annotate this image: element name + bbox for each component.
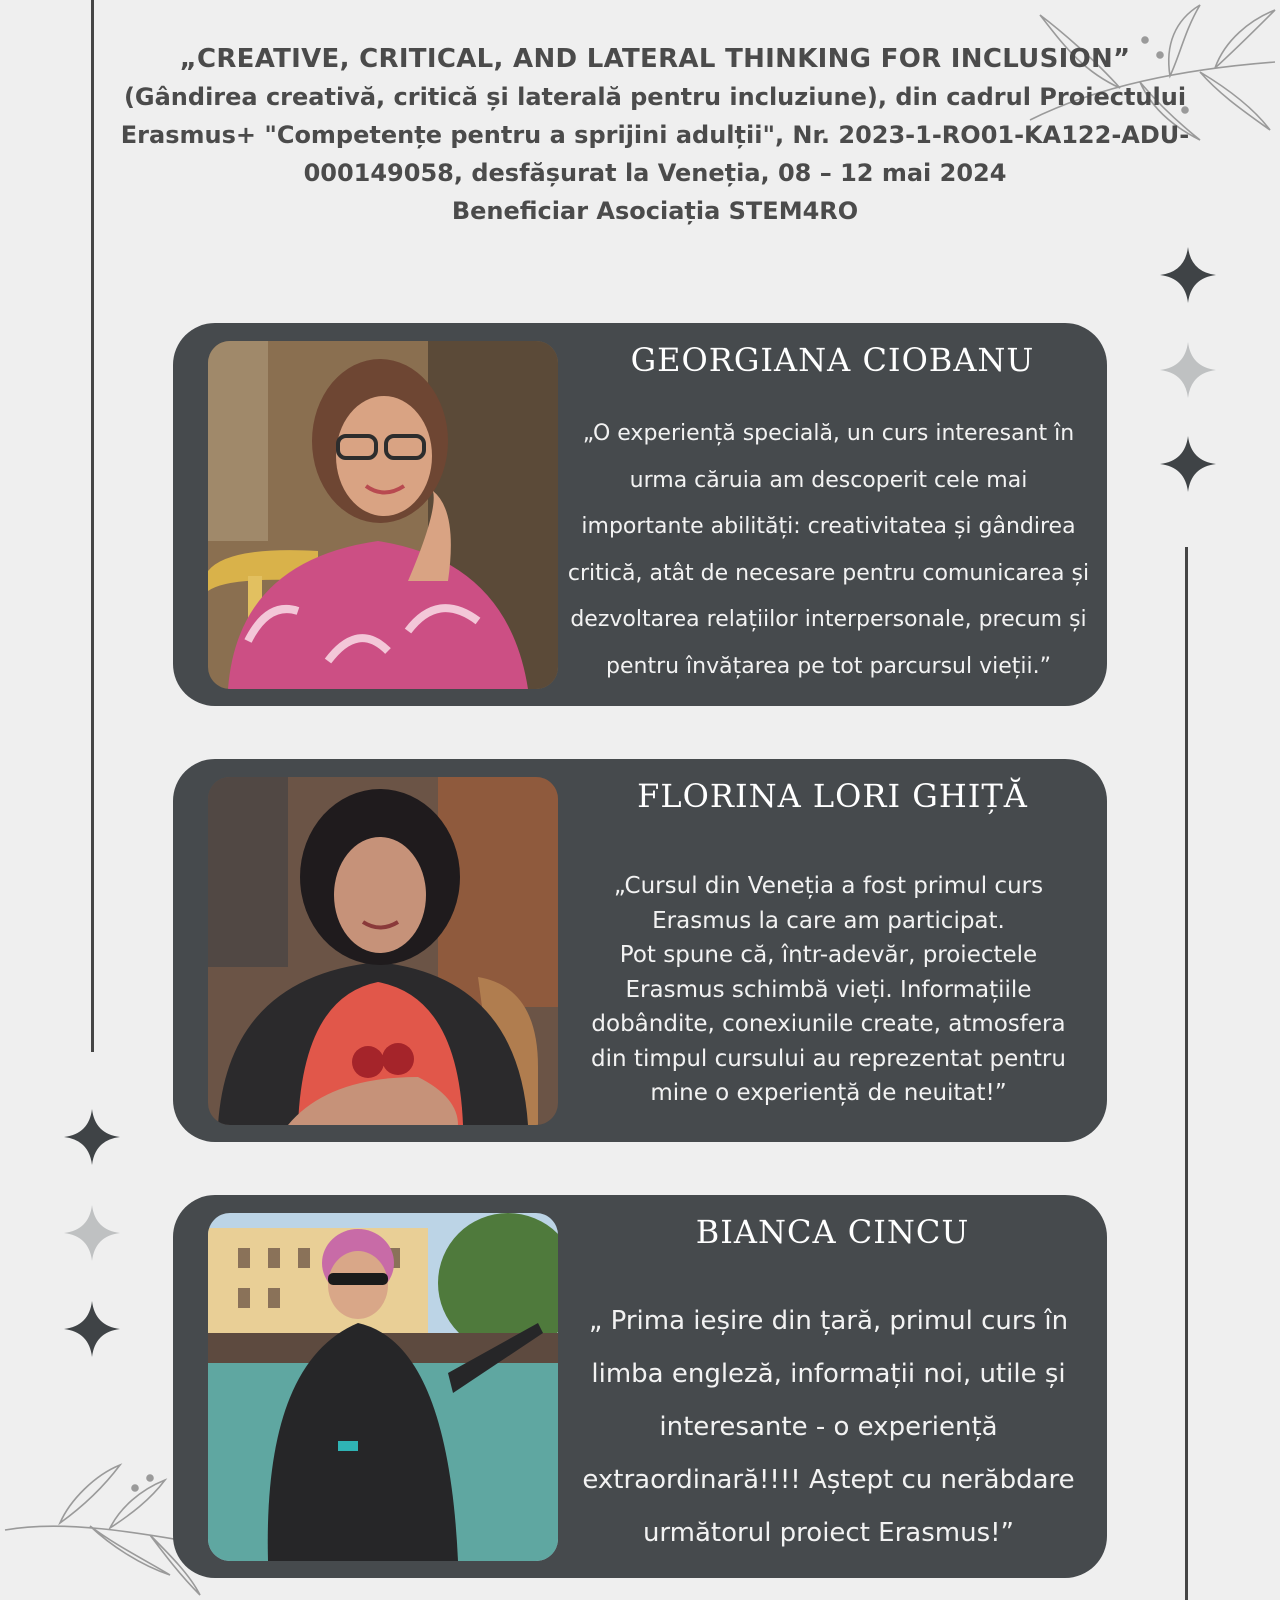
sparkle-icon (64, 1301, 120, 1357)
testimonial-card (173, 759, 1107, 1142)
quote-line: „Cursul din Veneția a fost primul curs (613, 873, 1044, 899)
quote-line: „O experiență specială, un curs interesant în (582, 421, 1075, 446)
quote-line: pentru învățarea pe tot parcursul vieții.” (606, 653, 1051, 679)
sparkle-icon (1160, 247, 1216, 303)
project-subtitle-line: 000149058, desfășurat la Veneția, 08 – 12 mai 2024 (303, 159, 1007, 187)
participant-name: GEORGIANA CIOBANU (630, 341, 1035, 379)
testimonial-quote (558, 1295, 1099, 1560)
beneficiary-line: Beneficiar Asociația STEM4RO (451, 197, 859, 225)
quote-line: dobândite, conexiunile create, atmosfera (591, 1011, 1066, 1037)
testimonial-quote (558, 869, 1099, 1111)
quote-line: extraordinară!!!! Aștept cu nerăbdare (582, 1465, 1075, 1495)
quote-line: Erasmus la care am participat. (652, 907, 1005, 934)
sparkle-icon (1160, 342, 1216, 398)
project-subtitle-line: (Gândirea creativă, critică și laterală pentru incluziune), din cadrul Proiectului (123, 83, 1187, 111)
participant-name: BIANCA CINCU (695, 1213, 970, 1251)
participant-photo (208, 341, 558, 689)
quote-line: „ Prima ieșire din țară, primul curs în (588, 1306, 1069, 1336)
participant-photo (208, 777, 558, 1125)
quote-line: urma căruia am descoperit cele mai (629, 467, 1028, 493)
quote-line: critică, atât de necesare pentru comunicarea și (567, 560, 1090, 586)
sparkle-icon (64, 1109, 120, 1165)
quote-line: Erasmus schimbă vieți. Informațiile (625, 976, 1032, 1003)
quote-line: următorul proiect Erasmus!” (642, 1518, 1015, 1548)
right-vertical-line (1185, 547, 1188, 1600)
participant-name: FLORINA LORI GHIȚĂ (637, 777, 1028, 815)
quote-line: Pot spune că, într-adevăr, proiectele (619, 942, 1038, 968)
quote-line: limba engleză, informații noi, utile și (591, 1359, 1066, 1389)
testimonial-card (173, 323, 1107, 706)
project-title: „CREATIVE, CRITICAL, AND LATERAL THINKING FOR INCLUSION” (179, 44, 1131, 74)
page-header (110, 40, 1200, 230)
sparkle-icon (1160, 436, 1216, 492)
left-vertical-line (91, 0, 94, 1052)
testimonial-card (173, 1195, 1107, 1578)
participant-photo (208, 1213, 558, 1561)
sparkle-icon (64, 1205, 120, 1261)
quote-line: importante abilități: creativitatea și gândirea (581, 514, 1076, 539)
quote-line: dezvoltarea relațiilor interpersonale, precum și (570, 607, 1087, 632)
quote-line: mine o experiență de neuitat!” (650, 1080, 1007, 1106)
quote-line: din timpul cursului au reprezentat pentru (591, 1045, 1066, 1072)
project-subtitle-line: Erasmus+ "Competențe pentru a sprijini adulții", Nr. 2023-1-RO01-KA122-ADU- (120, 121, 1190, 149)
testimonial-quote (558, 411, 1099, 690)
quote-line: interesante - o experiență (659, 1412, 998, 1442)
